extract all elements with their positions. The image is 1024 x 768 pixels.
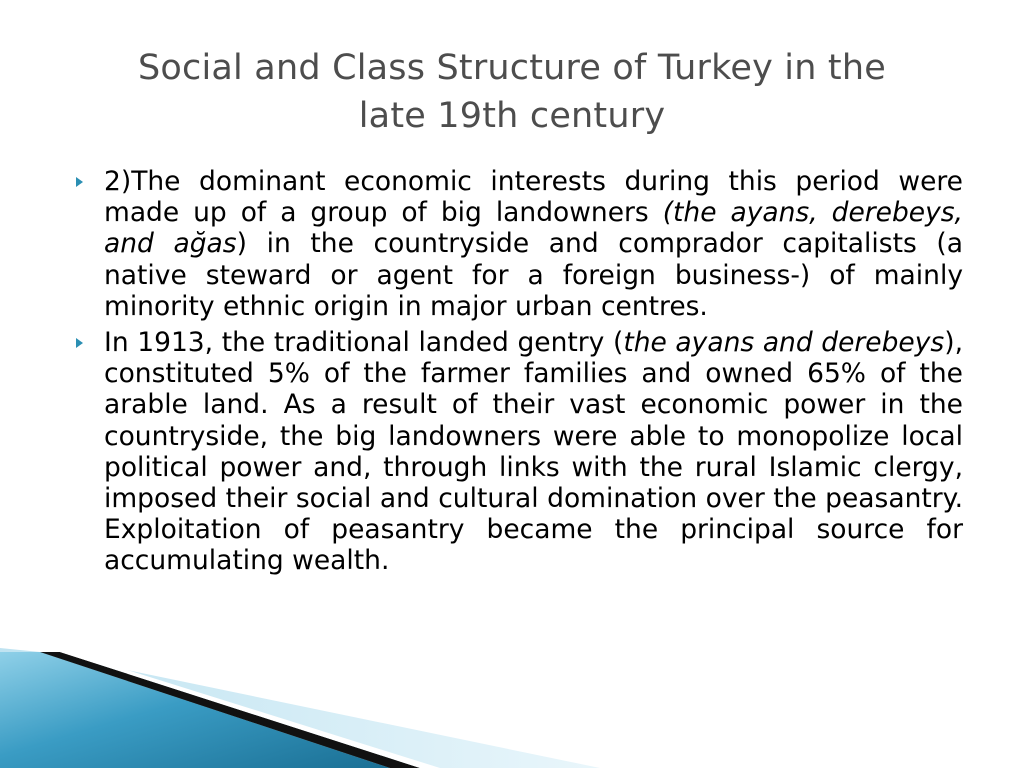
slide-title bbox=[80, 44, 944, 140]
bullet-text-segment: ) in the countryside and comprador capitalists (a native steward or agent for a foreign business-) of mainly minority ethnic origin in major urban centres. bbox=[104, 228, 963, 322]
bullet-text-segment: 2)The dominant economic interests during this period were made up of a group of big landowners bbox=[104, 166, 963, 229]
bullet-text-segment: ), constituted 5% of the farmer families and owned 65% of the arable land. As a result of their vast economic power in the countryside, the big landowners were able to monopolize local political power and, through links with the rural Islamic clergy, imposed their social and cultural domination over the peasantry. Exploitation of peasantry became the principal source for accumulating wealth. bbox=[104, 327, 963, 577]
bullet-item bbox=[73, 166, 963, 322]
title-line-1: Social and Class Structure of Turkey in the bbox=[138, 48, 886, 88]
decor-blue-wedge bbox=[0, 652, 390, 768]
bullet-text-segment: In 1913, the traditional landed gentry ( bbox=[104, 327, 624, 359]
title-line-2: late 19th century bbox=[358, 96, 666, 136]
bullet-item bbox=[73, 327, 963, 577]
bullet-list bbox=[73, 166, 963, 582]
triangle-bullet-icon bbox=[76, 338, 83, 348]
bullet-italic-segment: (the ayans, derebeys, and ağas bbox=[104, 197, 963, 260]
bullet-italic-segment: the ayans and derebeys bbox=[623, 327, 945, 359]
triangle-bullet-icon bbox=[76, 177, 83, 187]
